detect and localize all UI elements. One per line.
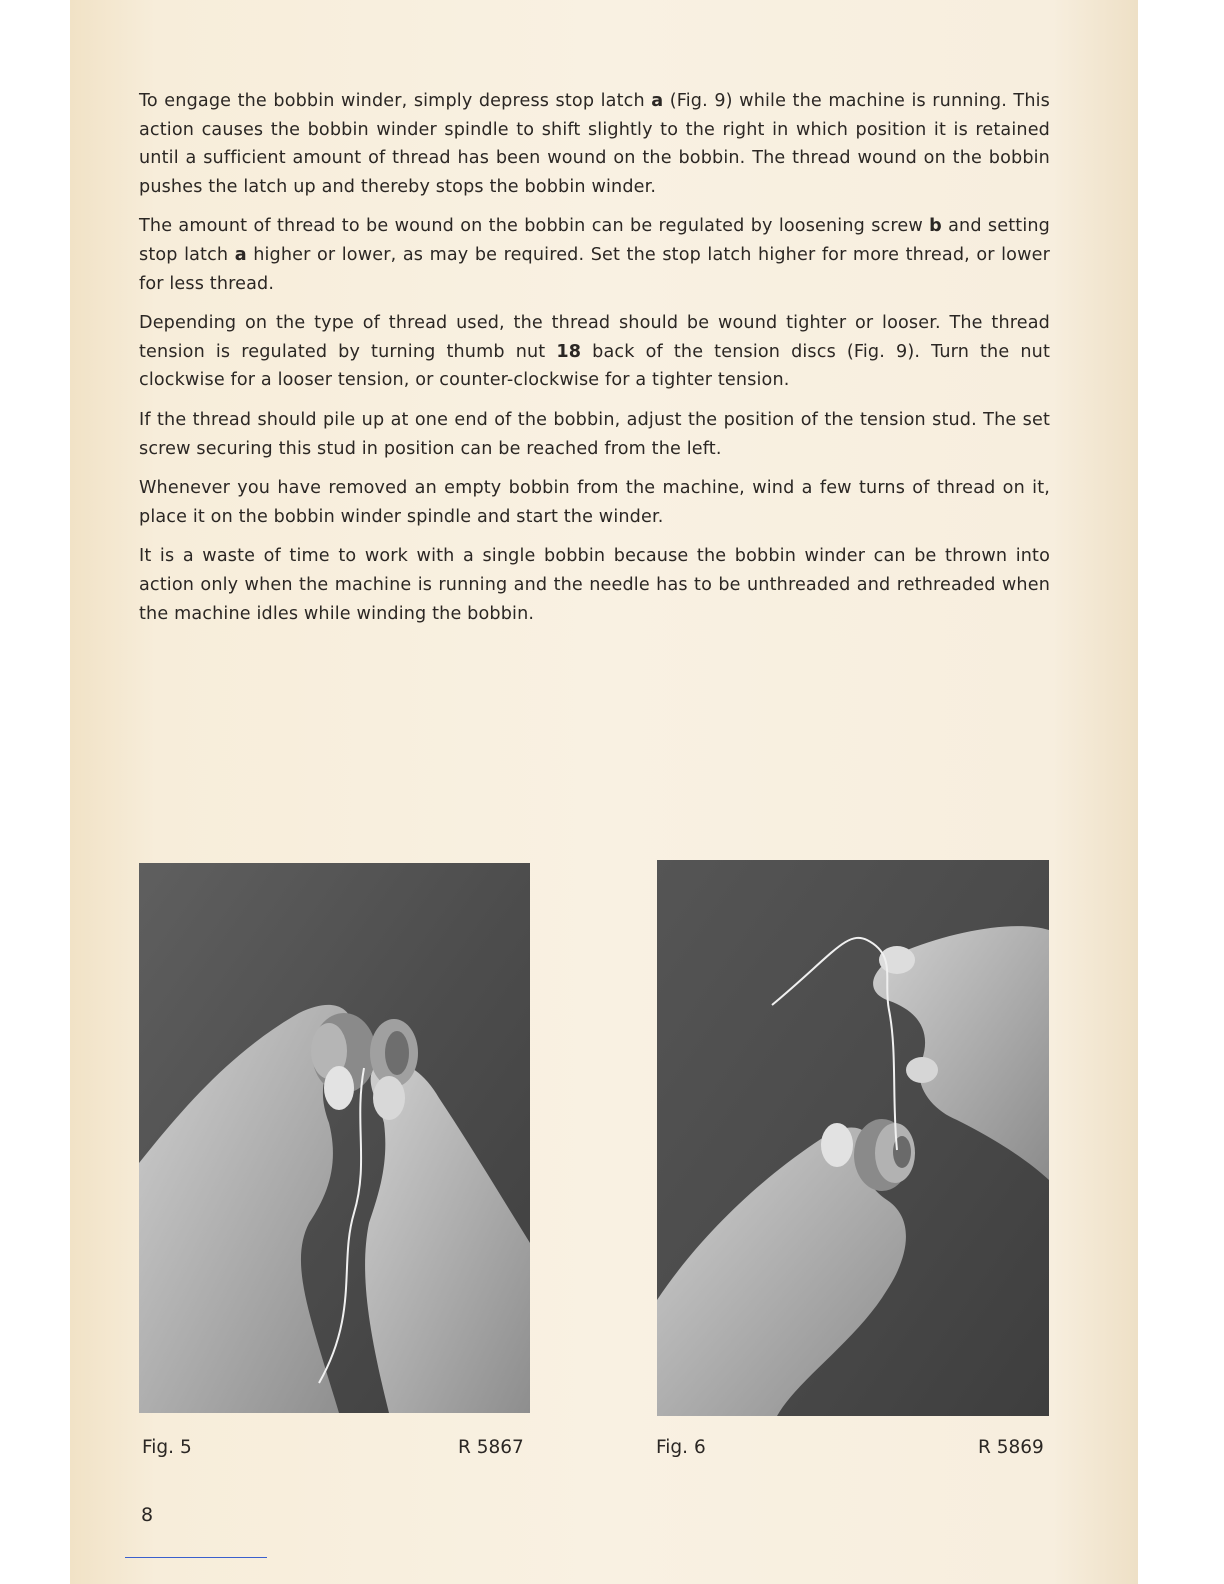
- text-segment-bold: a: [651, 91, 664, 111]
- page-number: 8: [141, 1504, 154, 1526]
- document-page: [70, 0, 1138, 1584]
- paragraph: [139, 542, 1050, 628]
- text-segment: It is a waste of time to work with a single bobbin because the bobbin winder can be thrown into action only when the machine is running and the needle has to be unthreaded and rethreaded when the machine idles while winding the bobbin.: [139, 546, 1050, 624]
- text-segment: Whenever you have removed an empty bobbin from the machine, wind a few turns of thread on it, place it on the bobbin winder spindle and start the winder.: [139, 478, 1050, 527]
- figure-5-caption: Fig. 5: [142, 1437, 192, 1458]
- text-segment: The amount of thread to be wound on the bobbin can be regulated by loosening screw: [139, 216, 930, 237]
- text-segment: back of the tension discs (Fig. 9). Turn the nut clockwise for a looser tension, or counter-clockwise for a tighter tension.: [139, 341, 1050, 391]
- figure-6-photo: [657, 860, 1049, 1416]
- text-segment: To engage the bobbin winder, simply depress stop latch: [139, 91, 652, 111]
- hands-bobbin-photo-1: [139, 863, 530, 1413]
- text-segment: (Fig. 9) while the machine is running. This action causes the bobbin winder spindle to shift slightly to the right in which position it is retained until a sufficient amount of thread has been wound on the bobbin. The thread wound on the bobbin pushes the latch up and thereby stops the bobbin winder.: [139, 91, 1050, 197]
- paragraph: [139, 87, 1050, 201]
- text-segment-bold: b: [929, 216, 942, 237]
- paragraph: [139, 474, 1050, 531]
- text-segment-bold: 18: [556, 341, 582, 362]
- figure-6-caption: Fig. 6: [656, 1437, 706, 1458]
- text-segment: If the thread should pile up at one end of the bobbin, adjust the position of the tension stud. The set screw securing this stud in position can be reached from the left.: [139, 409, 1050, 459]
- text-segment: higher or lower, as may be required. Set the stop latch higher for more thread, or lower for less thread.: [139, 244, 1050, 294]
- footer-rule: [125, 1557, 267, 1558]
- body-text: [139, 87, 1050, 639]
- paragraph: [139, 406, 1050, 463]
- paragraph: [139, 212, 1050, 298]
- hands-bobbin-photo-2: [657, 860, 1049, 1416]
- figure-6-reference: R 5869: [978, 1437, 1044, 1458]
- text-segment: and setting stop latch: [139, 216, 1050, 265]
- text-segment-bold: a: [234, 244, 247, 265]
- figure-5-reference: R 5867: [458, 1437, 524, 1458]
- figure-5-photo: [139, 863, 530, 1413]
- paragraph: [139, 309, 1050, 395]
- text-segment: Depending on the type of thread used, the thread should be wound tighter or looser. The thread tension is regulated by turning thumb nut: [139, 313, 1050, 362]
